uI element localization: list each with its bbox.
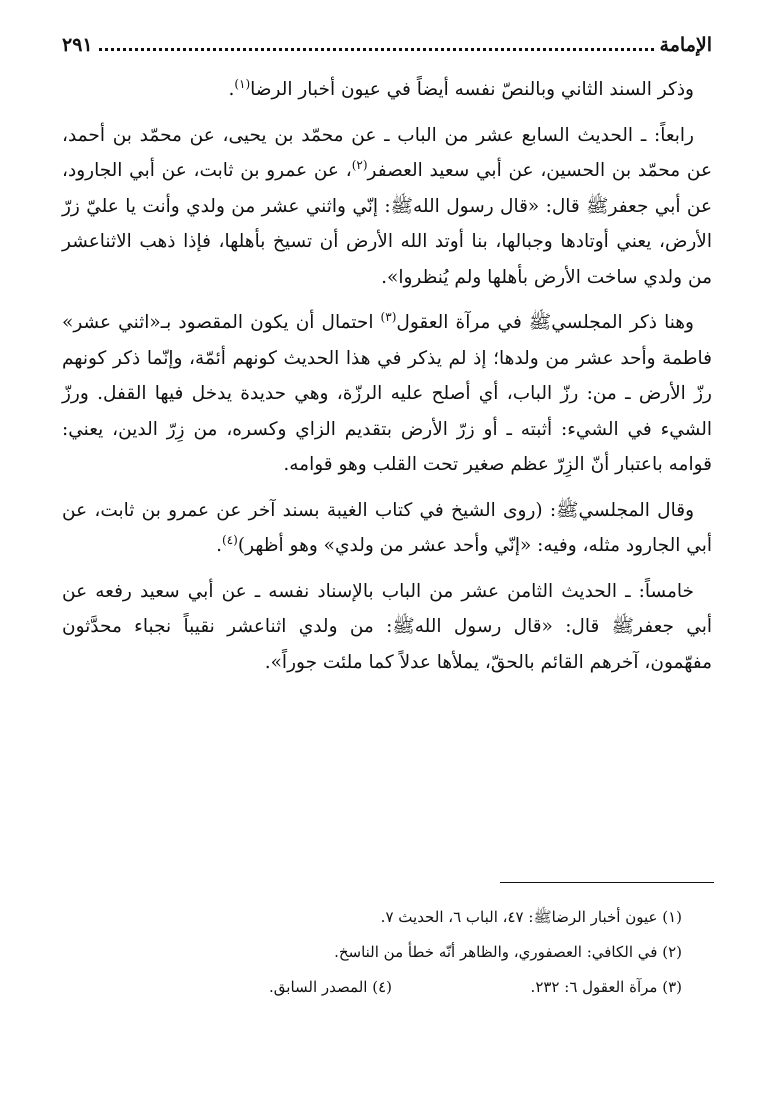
- footnote-3: (٣) مرآة العقول ٦: ٢٣٢.: [530, 978, 682, 996]
- header-dot-leader: [99, 32, 654, 51]
- paragraph-text: رابعاً: ـ الحديث السابع عشر من الباب ـ عن محمّد بن يحيى، عن محمّد بن أحمد، عن محمّد بن الحسين، عن أبي سعيد العصفر: [62, 124, 712, 181]
- footnote-2: (٢) في الكافي: العصفوري، والظاهر أنّه خطأ من الناسخ.: [334, 943, 682, 961]
- paragraph-tail: ، عن عمرو بن ثابت، عن أبي الجارود، عن أبي جعفرﷺ قال: «قال رسول اللهﷺ: إنّي واثني عشر من ولدي وأنت يا عليّ زرّ الأرض، يعني أوتادها وجبالها، بنا أوتد الله الأرض أن تسيخ بأهلها، فإذا ذهب الاثناعشر من ولدي ساخت الأرض بأهلها ولم يُنظروا».: [62, 160, 712, 288]
- paragraph-tail: .: [216, 535, 223, 556]
- header-title: الإمامة: [659, 34, 712, 56]
- paragraph-5: [62, 574, 712, 681]
- paragraph-4: [62, 493, 712, 564]
- footnote-1: (١) عيون أخبار الرضاﷺ: ٤٧، الباب ٦، الحديث ٧.: [380, 908, 682, 926]
- paragraph-text: وقال المجلسيﷺ: (روى الشيخ في كتاب الغيبة بسند آخر عن عمرو بن ثابت، عن أبي الجارود مثله، وفيه: «إنّي وأحد عشر من ولدي» وهو أظهر): [62, 499, 712, 556]
- footnotes: [62, 900, 682, 1005]
- body-text: [62, 72, 712, 680]
- footnote-separator: [500, 882, 714, 883]
- footnote-ref-2: (٢): [351, 157, 368, 172]
- paragraph-2: [62, 118, 712, 296]
- paragraph-text: وذكر السند الثاني وبالنصّ نفسه أيضاً في عيون أخبار الرضا: [250, 79, 694, 100]
- running-header: [62, 30, 712, 66]
- paragraph-3: [62, 305, 712, 483]
- footnote-ref-4: (٤): [222, 532, 238, 547]
- paragraph-tail: .: [228, 79, 235, 100]
- footnote-ref-1: (١): [234, 76, 251, 91]
- paragraph-text: خامساً: ـ الحديث الثامن عشر من الباب بالإسناد نفسه ـ عن أبي سعيد رفعه عن أبي جعفرﷺ قال: «قال رسول اللهﷺ: من ولدي اثناعشر نقيباً نجباء محدَّثون مفهّمون، آخرهم القائم بالحقّ، يملأها عدلاً كما ملئت جوراً».: [62, 580, 712, 673]
- document-page: [62, 30, 712, 690]
- paragraph-1: [62, 72, 712, 108]
- page-number: ٢٩١: [62, 34, 93, 56]
- footnote-row: [62, 970, 682, 1005]
- paragraph-tail: احتمال أن يكون المقصود بـ«اثني عشر» فاطمة وأحد عشر من ولدها؛ إذ لم يذكر في هذا الحديث كونهم أئمّة، وإنّما ذكر كونهم رزّ الأرض ـ من: رزّ الباب، أي أصلح عليه الرزّة، وهي حديدة يدخل فيها القفل. ورزّ الشيء في الشيء: أثبته ـ أو زرّ الأرض بتقديم الزاي وكسره، من زِرّ الدين، يعني: قوامه باعتبار أنّ الزِرّ عظم صغير تحت القلب وهو قوامه.: [62, 312, 712, 475]
- footnote-4: (٤) المصدر السابق.: [269, 978, 392, 996]
- footnote-ref-3: (٣): [380, 309, 397, 324]
- paragraph-text: وهنا ذكر المجلسيﷺ في مرآة العقول: [396, 312, 694, 333]
